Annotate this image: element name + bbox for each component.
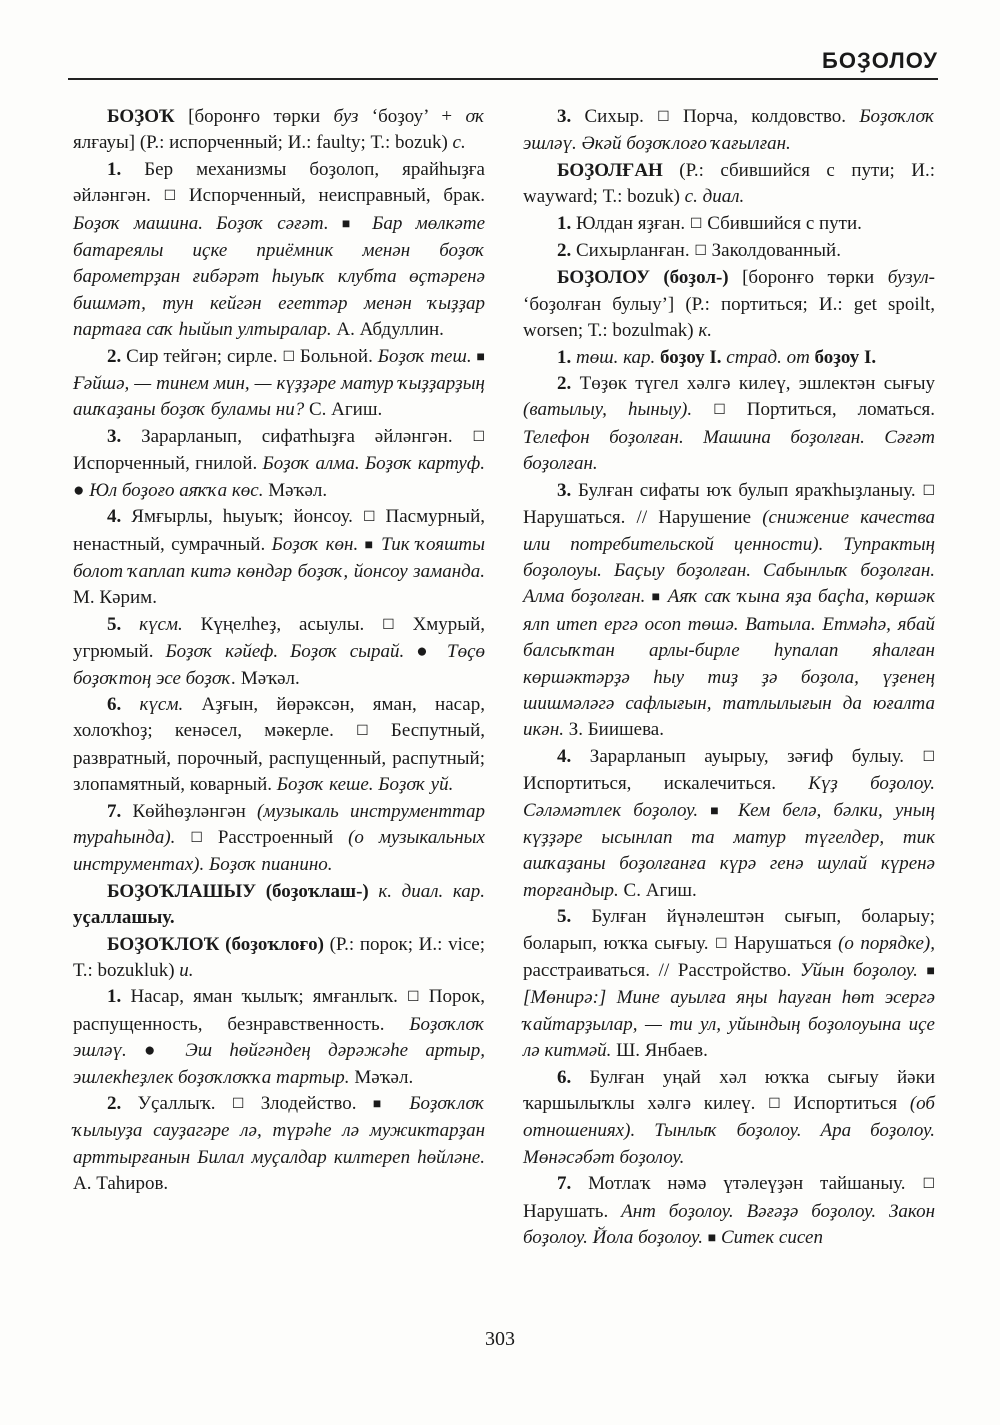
example: Күҙ боҙолоу. Сәләмәтлек боҙолоу. [523,773,935,821]
definition: Көйһөҙләнгән [121,800,258,822]
entry-bozolou [523,265,935,344]
citation: Тик ҡояшты болот ҡаплап китә көндәр боҙоҡ, йонсоу заманда. [73,533,485,582]
sense-2 [523,371,935,478]
sense-number: 3. [107,425,122,447]
white-square-icon: ☐ [472,429,485,445]
bullet-icon: ● [416,641,436,663]
entry-bozoqloq [73,932,485,985]
running-head: БОҘОЛОУ [822,48,938,73]
part-of-speech: с. диал. [684,186,745,208]
sense-number: 2. [107,345,122,367]
example: Тупрактың боҙолоуы. Баҫыу боҙолған. Сабынлыҡ боҙолған. Алма боҙолған. [523,533,935,608]
example: Боҙоҡ кеше. Боҙоҡ уй. [276,774,454,796]
white-square-icon: ☐ [356,724,369,740]
citation-source: Мәҡәл. [236,667,300,689]
translation: Сбившийся с пути. [702,212,862,234]
white-square-icon: ☐ [694,244,707,260]
sense-number: 7. [107,800,122,822]
left-column [73,104,485,1198]
headword: БОҘОЛҒАН [557,159,663,181]
citation: Боҙоҡлоҡ ҡылыуҙа сауҙагәре лә, түрәһе лә мужиктарҙан арттырғанын Билал муҫалдар килтереп һөйләне. [73,1093,485,1168]
definition: Булған йүнәлештән сығып, боларыу; боларып, юҡҡа сығыу. [523,906,935,954]
cross-reference: уҫаллашыу. [73,907,175,929]
usage-label: күсм. [121,693,184,715]
translation: Порча, колдовство. [669,106,860,127]
definition: Төҙөк түгел хәлгә килеү, эшлектән сығыу [571,373,935,395]
sense-number: 4. [107,506,122,528]
sense-number: 2. [107,1093,122,1115]
white-square-icon: ☐ [282,349,295,365]
gloss: (Р.: порок; И.: vice; Т.: bozukluk) [73,933,485,981]
example: Ант боҙолоу. Вәғәҙә боҙолоу. Закон боҙолоу. Йола боҙолоу. [523,1200,936,1249]
translation: Испортиться, искалечиться. [523,773,809,795]
white-square-icon: ☐ [231,1097,245,1113]
bullet-icon: ● [73,479,85,501]
citation-source: С. Агиш. [304,399,383,421]
sense-number: 2. [557,240,572,262]
definition: Насар, яман ҡылыҡ; ямғанлыҡ. [121,986,408,1008]
usage-note: (музыкаль инструменттар тураһында). [73,800,485,848]
white-square-icon: ☐ [407,990,420,1006]
definition: Бер механизмы боҙолоп, ярайһыҙға әйләнгән. [73,158,485,207]
proverb: Юл боҙоғо аяҡҡа көс. [89,479,264,501]
translation: Пасмурный, ненастный, сумрачный. [73,506,485,555]
etymology: [боронғо төрки [728,267,888,289]
usage-label: күсм. [121,613,183,635]
definition: Зарарланып ауырыу, зәғиф булыу. [571,745,923,767]
etymology: [боронғо төрки [174,106,334,127]
entry-bozoqlashyu [73,879,485,932]
sense-number: 1. [557,346,572,368]
citation-source: З. Биишева. [564,719,664,741]
bullet-icon: ● [143,1040,168,1062]
white-square-icon: ☐ [713,403,726,419]
sense-number: 3. [557,106,572,127]
sense-7 [73,799,485,879]
citation-source: Ш. Янбаев. [611,1040,708,1062]
cross-reference: боҙоу I. [655,346,722,368]
citation: Кем белә, бәлки, уның күҙҙәре ысынлап та матур түгелдер, тик ашҡаҙаны боҙолғанға күрә генә шулай күренә торғандыр. [523,799,935,901]
translation: Нарушаться. // Нарушение [523,507,763,529]
proverb: Эш һөйгәндең дәрәжәһе артыр, эшлекһеҙлек боҙоҡлоҡҡа тартыр. [73,1040,485,1088]
example: Боҙоҡ машина. Боҙоҡ сәғәт. [73,212,329,234]
sense-6 [523,1065,935,1172]
sense-5 [73,612,485,692]
sense-number: 5. [557,906,572,928]
definition: Уҫаллыҡ. [121,1093,232,1115]
gloss: ‘боҙолған булыу’] (Р.: портиться; И.: get spoilt, worsen; Т.: bozulmak) [523,293,935,342]
sense-2 [523,238,935,265]
black-square-icon: ■ [372,1097,393,1113]
example: Боҙоҡ кәйеф. Боҙоҡ сырай. [165,641,405,663]
sense-1 [73,157,485,344]
cross-reference: боҙоу I. [809,346,877,368]
sense-number: 1. [557,212,572,234]
sense-2 [73,344,485,424]
definition: Күңелһеҙ, асыулы. [182,613,383,635]
sense-number: 1. [107,158,122,180]
example: Боҙоҡ пианино. [204,854,333,876]
headword: БОҘОҠ [107,106,175,127]
translation: расстраиваться. // Расстройство. [523,960,800,981]
black-square-icon: ■ [364,537,375,553]
citation: Ситек сисеп [720,1227,823,1249]
white-square-icon: ☐ [922,1177,935,1193]
etymology-suffix: оҡ [465,106,485,127]
citation: Ғәйшә, — тинем мин, — күҙҙәре матур ҡыҙҙарҙың ашҡаҙаны боҙоҡ буламы ни? [73,373,485,421]
example: Боҙоҡ алма. Боҙоҡ картуф. [262,453,486,475]
definition: Сихырланған. [571,240,695,262]
white-square-icon: ☐ [768,1097,781,1113]
citation: Бар мөлкәте батареялы иҫке приёмник менән боҙоҡ барометрҙан ғибәрәт һыуыҡ клубта өҫтәренә бишмәт, тун кейгән егеттәр менән ҡыҙҙар партаға саҡ һыйып ултыралар. [73,212,486,341]
citation-source: А. Абдуллин. [331,319,444,341]
citation: [Мөнирә:] Мине ауылға яңы һауған һөт эсергә ҡайтарҙылар, — ти ул, уйындың боҙолоуына иҫе лә китмәй. [523,987,935,1062]
headword: БОҘОҠЛАШЫУ [107,880,257,902]
definition: Сихыр. [571,106,658,127]
sense-6 [73,692,485,799]
usage-note: (снижение качества или потребительской ценности). [523,507,935,555]
translation: Хмурый, угрюмый. [73,613,485,663]
white-square-icon: ☐ [922,749,935,765]
gloss: ялғауы] (Р.: испорченный; И.: faulty; Т.: bozuk) [73,132,453,154]
translation: Злодейство. [244,1093,373,1115]
citation-source: М. Кәрим. [73,587,157,609]
translation: Испорченный, гнилой. [73,453,263,475]
stem: (боҙол-) [649,267,729,289]
sense-2 [73,1091,485,1198]
translation: Нарушаться [727,932,839,954]
sense-number: 2. [557,373,572,395]
black-square-icon: ■ [926,964,935,979]
usage-label: төш. кар. [571,346,656,368]
sense-number: 1. [107,986,122,1008]
translation: Нарушать. [523,1200,622,1222]
white-square-icon: ☐ [689,216,703,232]
sense-number: 5. [107,613,122,635]
translation: Испортиться [780,1093,910,1115]
citation: Аяҡ саҡ ҡына яҙа баҫһа, көршәк ялп итеп ергә осоп төшә. Ватыла. Етмәһә, ябай балсыҡтан арлы-бирле һупалап яһалған көршәктәрҙә һыу тиҙ ҙә боҙола, үҙенең шишмәләгә сафлығын, татлылығын да юғалта икән. [523,586,936,741]
usage-note: (о порядке), [838,932,935,954]
entry-bozoq [73,104,485,157]
example: Боҙоҡлоҡ эшләү. Әкәй боҙоҡлоғо ҡағылған. [523,106,936,155]
sense-3 [523,478,935,744]
black-square-icon: ■ [651,590,662,606]
etymology-root: буз [333,106,359,127]
white-square-icon: ☐ [382,617,395,633]
sense-5 [523,904,935,1064]
white-square-icon: ☐ [362,510,376,526]
sense-3 [73,424,485,504]
example: Боҙоҡ көн. [271,533,359,555]
sense-1 [523,345,935,371]
white-square-icon: ☐ [163,189,177,205]
definition: Сир тейгән; сирле. [121,345,283,367]
entry-bozolgan [523,158,935,211]
translation: Испорченный, неисправный, брак. [176,185,485,207]
white-square-icon: ☐ [657,110,670,125]
definition: Мотлаҡ нәмә үтәлеүҙән тайшаныу. [571,1173,923,1195]
example: Уйын боҙолоу. [799,960,918,981]
headword: БОҘОЛОУ [557,267,650,289]
sense-4 [523,744,935,904]
definition: Зарарланып, сифатһыҙға әйләнгән. [121,425,473,447]
sense-1 [523,211,935,238]
black-square-icon: ■ [710,803,726,819]
example: Тынлыҡ боҙолоу. Ара боҙолоу. Мөнәсәбәт боҙолоу. [523,1120,935,1168]
sense-number: 3. [557,479,572,501]
sense-number: 6. [107,693,122,715]
translation: Заколдованный. [706,240,841,262]
translation: Беспутный, развратный, порочный, распущенный, распутный; злопамятный, коварный. [73,720,485,796]
part-of-speech: и. [179,960,194,981]
translation: Портиться, ломаться. [725,399,935,421]
citation-source: А. Таһиров. [73,1173,169,1195]
sense-number: 6. [557,1066,572,1088]
page-number: 303 [485,1328,515,1350]
black-square-icon: ■ [476,349,485,365]
example: Боҙоҡлоҡ эшләү. [73,1013,485,1062]
definition: Аҙғын, йөрәксән, яман, насар, холоҡһоҙ; кенәсел, мәкерле. [73,693,485,742]
example: Боҙоҡ теш. [377,345,472,367]
sense-number: 7. [557,1173,572,1195]
definition: Ямғырлы, һыуыҡ; йонсоу. [121,506,363,528]
citation-source: С. Агиш. [618,879,697,901]
sense-1 [73,984,485,1091]
etymology-root: бузул- [887,267,935,289]
usage-note: (ватылыу, һыныу). [523,399,693,421]
black-square-icon: ■ [707,1231,717,1247]
translation: Больной. [295,345,378,367]
usage-note: (об отношениях). [523,1093,935,1142]
stem: (боҙоҡлоғо) [219,933,324,955]
sense-7 [523,1171,935,1252]
gloss: (Р.: сбившийся с пути; И.: wayward; Т.: bozuk) [523,159,935,208]
definition: Булған уңай хәл юҡҡа сығыу йәки ҡаршылыҡлы хәлгә килеү. [523,1066,935,1115]
black-square-icon: ■ [341,216,359,232]
headword: БОҘОҠЛОҠ [107,933,220,955]
usage-label: страд. от [721,346,810,368]
sense-number: 4. [557,745,572,767]
sense-4 [73,504,485,612]
proverb: Төҫө боҙоҡтоң эсе боҙоҡ. [73,641,486,689]
usage-note: (о музыкальных инструментах). [73,826,485,876]
translation: Расстроенный [202,826,349,848]
example: Телефон боҙолған. Машина боҙолған. Сәғәт боҙолған. [523,426,935,475]
citation-source: Мәҡәл. [349,1066,414,1088]
definition: Булған сифаты юҡ булып яраҡһыҙланыу. [571,479,923,501]
citation-source: Мәҡәл. [263,479,328,501]
white-square-icon: ☐ [714,936,728,952]
part-of-speech: с. [452,132,466,154]
translation: Порок, распущенность, безнравственность. [73,986,485,1035]
part-of-speech: к. диал. кар. [368,880,486,902]
definition: Юлдан яҙған. [571,212,690,234]
header-rule [68,78,938,80]
stem: (боҙоҡлаш-) [256,880,369,902]
white-square-icon: ☐ [190,830,203,846]
etymology: ‘боҙоу’ + [358,106,466,127]
sense-3 [523,104,935,158]
white-square-icon: ☐ [922,483,935,499]
part-of-speech: к. [698,320,713,342]
right-column [523,104,935,1252]
